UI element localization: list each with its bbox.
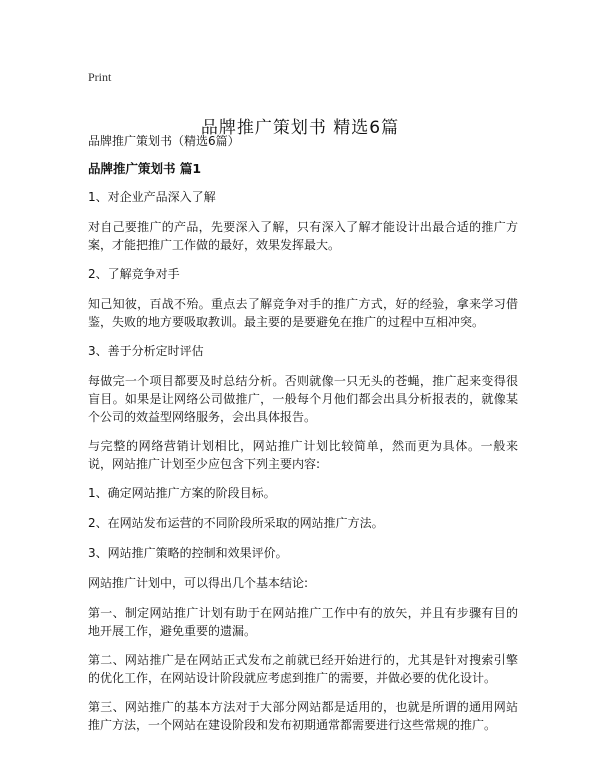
list-heading: 1、对企业产品深入了解 — [88, 190, 216, 204]
list-item: 1、确定网站推广方案的阶段目标。 — [88, 486, 276, 500]
page-title: 品牌推广策划书 精选6篇 — [200, 118, 400, 139]
paragraph: 每做完一个项目都要及时总结分析。否则就像一只无头的苍蝇，推广起来变得很盲目。如果是让网络公司做推广，一般每个月他们都会出具分析报表的，就像某个公司的效益型网络服务，会出具体报告。 — [88, 374, 518, 424]
paragraph: 第二、网站推广是在网站正式发布之前就已经开始进行的，尤其是针对搜索引擎的优化工作，在网站设计阶段就应考虑到推广的需要，并做必要的优化设计。 — [88, 653, 518, 685]
list-item: 3、网站推广策略的控制和效果评价。 — [88, 546, 288, 560]
paragraph: 知己知彼，百战不殆。重点去了解竞争对手的推广方式，好的经验，拿来学习借鉴，失败的地方要吸取教训。最主要的是要避免在推广的过程中互相冲突。 — [88, 297, 518, 329]
document-subtitle: 品牌推广策划书（精选6篇） — [88, 134, 240, 148]
paragraph: 对自己要推广的产品，先要深入了解，只有深入了解才能设计出最合适的推广方案，才能把推广工作做的最好，效果发挥最大。 — [88, 220, 518, 252]
paragraph: 网站推广计划中，可以得出几个基本结论: — [88, 576, 309, 590]
paragraph: 与完整的网络营销计划相比，网站推广计划比较简单，然而更为具体。一般来说，网站推广计划至少应包含下列主要内容: — [88, 439, 518, 471]
document-body — [88, 132, 518, 745]
paragraph: 第一、制定网站推广计划有助于在网站推广工作中有的放矢，并且有步骤有目的地开展工作，避免重要的遗漏。 — [88, 606, 518, 638]
print-label: Print — [88, 70, 112, 84]
list-item: 2、在网站发布运营的不同阶段所采取的网站推广方法。 — [88, 516, 384, 530]
list-heading: 3、善于分析定时评估 — [88, 344, 204, 358]
paragraph: 第三、网站推广的基本方法对于大部分网站都是适用的，也就是所谓的通用网站推广方法，一个网站在建设阶段和发布初期通常都需要进行这些常规的推广。 — [88, 700, 518, 732]
list-heading: 2、了解竞争对手 — [88, 267, 180, 281]
section-heading: 品牌推广策划书 篇1 — [88, 161, 202, 176]
